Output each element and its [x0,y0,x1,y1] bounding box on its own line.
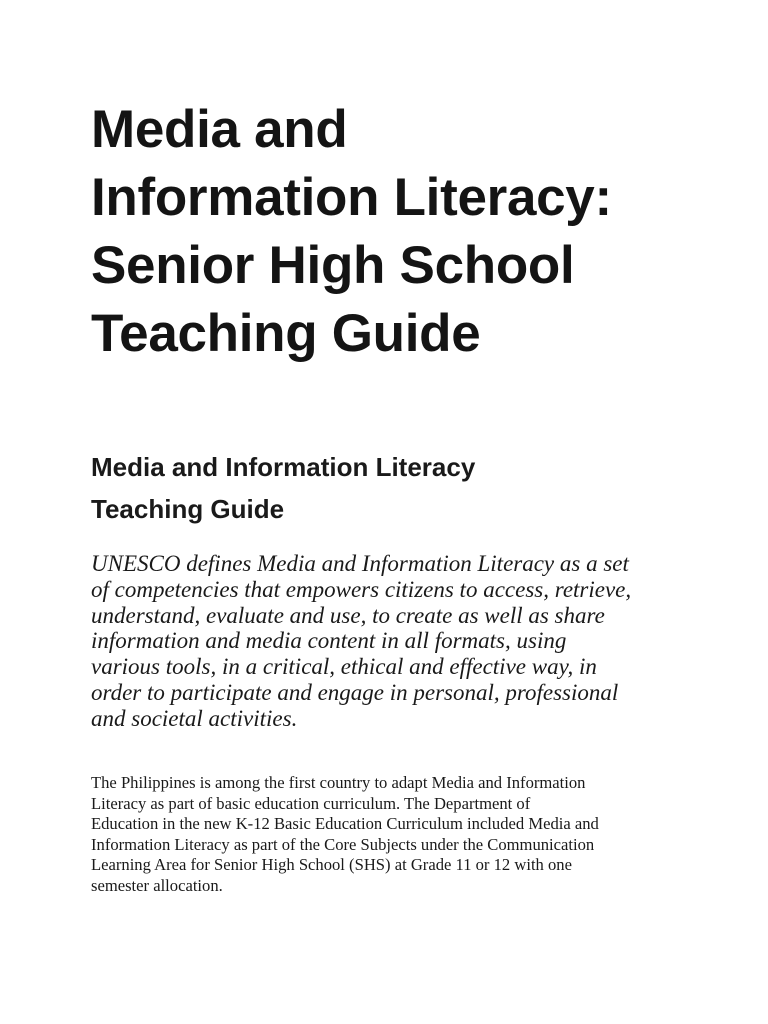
definition-line: information and media content in all formats, using [91,628,567,654]
definition-line: understand, evaluate and use, to create as well as share [91,602,605,628]
document-title [91,96,691,368]
body-line: Information Literacy as part of the Core Subjects under the Communication [91,834,595,854]
definition-line: order to participate and engage in personal, professional [91,679,619,705]
body-line: Learning Area for Senior High School (SHS) at Grade 11 or 12 with one [91,855,572,875]
definition-line: various tools, in a critical, ethical and effective way, in [91,654,597,680]
title-line: Teaching Guide [91,304,481,363]
philippines-paragraph [91,773,691,897]
body-line: Education in the new K-12 Basic Education Curriculum included Media and [91,814,599,834]
title-line: Senior High School [91,236,575,295]
body-line: semester allocation. [91,875,223,895]
definition-line: of competencies that empowers citizens to access, retrieve, [91,576,632,602]
title-line: Information Literacy: [91,168,612,227]
section-heading [91,446,691,530]
title-line: Media and [91,100,348,159]
body-line: The Philippines is among the first country to adapt Media and Information [91,773,586,792]
body-line: Literacy as part of basic education curriculum. The Department of [91,793,531,813]
unesco-definition-paragraph [91,551,681,732]
definition-line: and societal activities. [91,705,298,731]
section-heading-line: Media and Information Literacy [91,452,476,482]
section-heading-line: Teaching Guide [91,494,285,524]
definition-line: UNESCO defines Media and Information Literacy as a set [91,551,629,576]
